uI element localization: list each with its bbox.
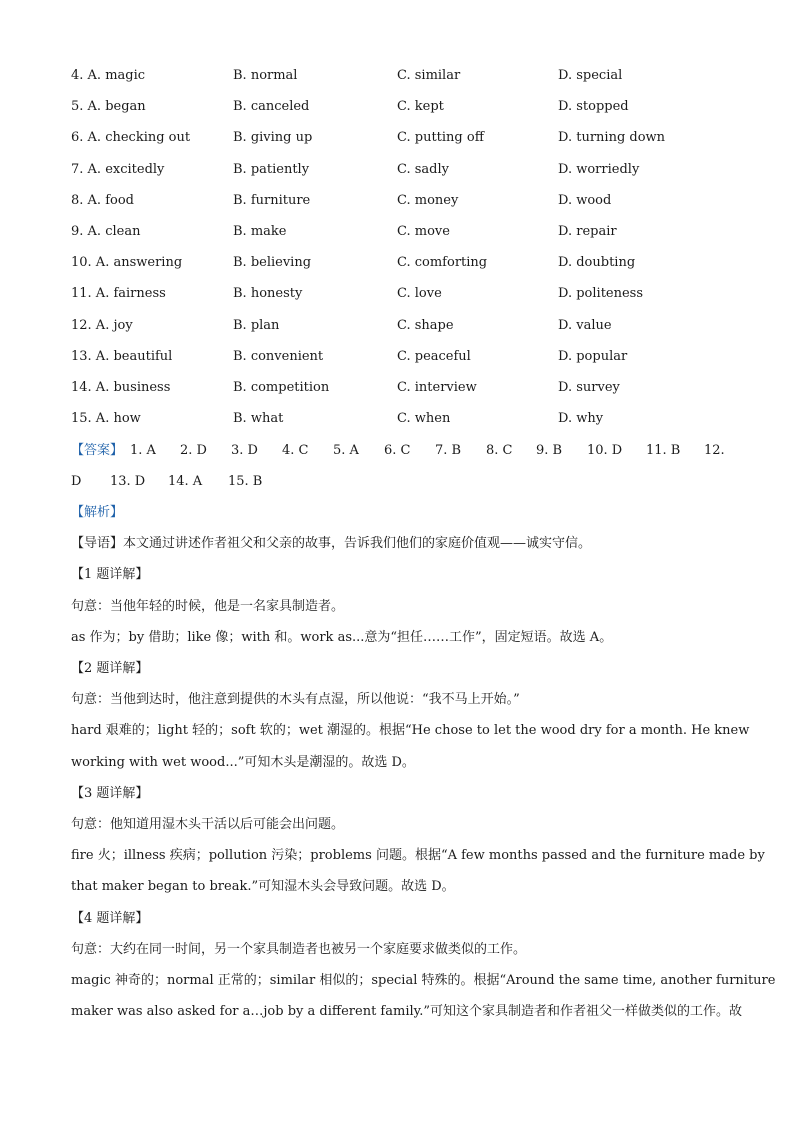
q3-heading: 【3 题详解】 <box>71 786 149 801</box>
option-a: 8. A. food <box>71 193 134 208</box>
option-d: D. stopped <box>558 99 629 114</box>
option-a: 14. A. business <box>71 380 171 395</box>
option-c: C. putting off <box>397 130 484 145</box>
q4-meaning: 句意：大约在同一时间，另一个家具制造者也被另一个家庭要求做类似的工作。 <box>71 942 527 957</box>
guide-label: 【导语】 <box>71 536 124 551</box>
q1-heading: 【1 题详解】 <box>71 567 149 582</box>
option-a: 4. A. magic <box>71 68 146 83</box>
option-a: 11. A. fairness <box>71 286 166 301</box>
q2-heading: 【2 题详解】 <box>71 661 149 676</box>
q4-explain-1: magic 神奇的；normal 正常的；similar 相似的；special 特殊的。根据“Around the same time, another furniture <box>71 973 776 988</box>
q4-heading: 【4 题详解】 <box>71 911 149 926</box>
option-d: D. value <box>558 318 612 333</box>
answer-item: 5. A <box>333 443 359 458</box>
q1-meaning: 句意：当他年轻的时候，他是一名家具制造者。 <box>71 599 345 614</box>
option-b: B. believing <box>233 255 312 270</box>
option-b: B. competition <box>233 380 330 395</box>
option-b: B. honesty <box>233 286 303 301</box>
option-c: C. peaceful <box>397 349 471 364</box>
option-b: B. canceled <box>233 99 310 114</box>
answer-item: 11. B <box>646 443 681 458</box>
option-a: 10. A. answering <box>71 255 183 270</box>
answer-item: 6. C <box>384 443 411 458</box>
option-c: C. similar <box>397 68 461 83</box>
option-d: D. special <box>558 68 623 83</box>
option-b: B. make <box>233 224 287 239</box>
option-a: 13. A. beautiful <box>71 349 173 364</box>
option-c: C. money <box>397 193 459 208</box>
option-c: C. move <box>397 224 450 239</box>
option-d: D. wood <box>558 193 612 208</box>
answer-item: 12. <box>704 443 725 458</box>
option-a: 15. A. how <box>71 411 141 426</box>
answer-item: 14. A <box>168 474 203 489</box>
option-c: C. interview <box>397 380 477 395</box>
answer-item: 4. C <box>282 443 309 458</box>
option-c: C. kept <box>397 99 444 114</box>
option-c: C. shape <box>397 318 454 333</box>
option-b: B. what <box>233 411 284 426</box>
guide-text: 本文通过讲述作者祖父和父亲的故事，告诉我们他们的家庭价值观——诚实守信。 <box>123 536 592 551</box>
option-b: B. plan <box>233 318 280 333</box>
q2-explain-1: hard 艰难的；light 轻的；soft 软的；wet 潮湿的。根据“He chose to let the wood dry for a month. He knew <box>71 723 750 738</box>
answer-item: 15. B <box>228 474 263 489</box>
option-a: 6. A. checking out <box>71 130 191 145</box>
option-d: D. turning down <box>558 130 666 145</box>
option-c: C. when <box>397 411 451 426</box>
answer-item: 3. D <box>231 443 258 458</box>
option-c: C. comforting <box>397 255 488 270</box>
answers-label: 【答案】 <box>71 443 124 458</box>
q4-explain-2: maker was also asked for a…job by a different family.”可知这个家具制造者和作者祖父一样做类似的工作。故 <box>71 1004 743 1019</box>
answer-item: 9. B <box>536 443 563 458</box>
option-c: C. love <box>397 286 442 301</box>
q3-explain-2: that maker began to break.”可知湿木头会导致问题。故选 D。 <box>71 879 455 894</box>
q2-meaning: 句意：当他到达时，他注意到提供的木头有点湿，所以他说：“我不马上开始。” <box>71 692 520 707</box>
option-d: D. doubting <box>558 255 636 270</box>
option-d: D. popular <box>558 349 628 364</box>
answer-item: 7. B <box>435 443 462 458</box>
answer-item: 1. A <box>130 443 156 458</box>
answer-item: 10. D <box>587 443 623 458</box>
option-d: D. worriedly <box>558 162 640 177</box>
option-b: B. furniture <box>233 193 311 208</box>
answer-item: 8. C <box>486 443 513 458</box>
answer-item: 2. D <box>180 443 207 458</box>
q3-meaning: 句意：他知道用湿木头干活以后可能会出问题。 <box>71 817 345 832</box>
option-d: D. why <box>558 411 604 426</box>
option-d: D. politeness <box>558 286 644 301</box>
option-b: B. giving up <box>233 130 313 145</box>
option-b: B. normal <box>233 68 298 83</box>
answer-item: D <box>71 474 82 489</box>
option-d: D. repair <box>558 224 617 239</box>
option-d: D. survey <box>558 380 620 395</box>
option-c: C. sadly <box>397 162 449 177</box>
option-a: 12. A. joy <box>71 318 133 333</box>
option-a: 7. A. excitedly <box>71 162 165 177</box>
option-b: B. patiently <box>233 162 310 177</box>
q2-explain-2: working with wet wood...”可知木头是潮湿的。故选 D。 <box>71 755 415 770</box>
option-a: 9. A. clean <box>71 224 141 239</box>
analysis-label: 【解析】 <box>71 505 124 520</box>
q1-explain: as 作为；by 借助；like 像；with 和。work as...意为“担任……工作”，固定短语。故选 A。 <box>71 630 613 645</box>
option-b: B. convenient <box>233 349 324 364</box>
option-a: 5. A. began <box>71 99 146 114</box>
guide-line <box>71 534 591 554</box>
q3-explain-1: fire 火；illness 疾病；pollution 污染；problems 问题。根据“A few months passed and the furniture made by <box>71 848 765 863</box>
answer-item: 13. D <box>110 474 146 489</box>
